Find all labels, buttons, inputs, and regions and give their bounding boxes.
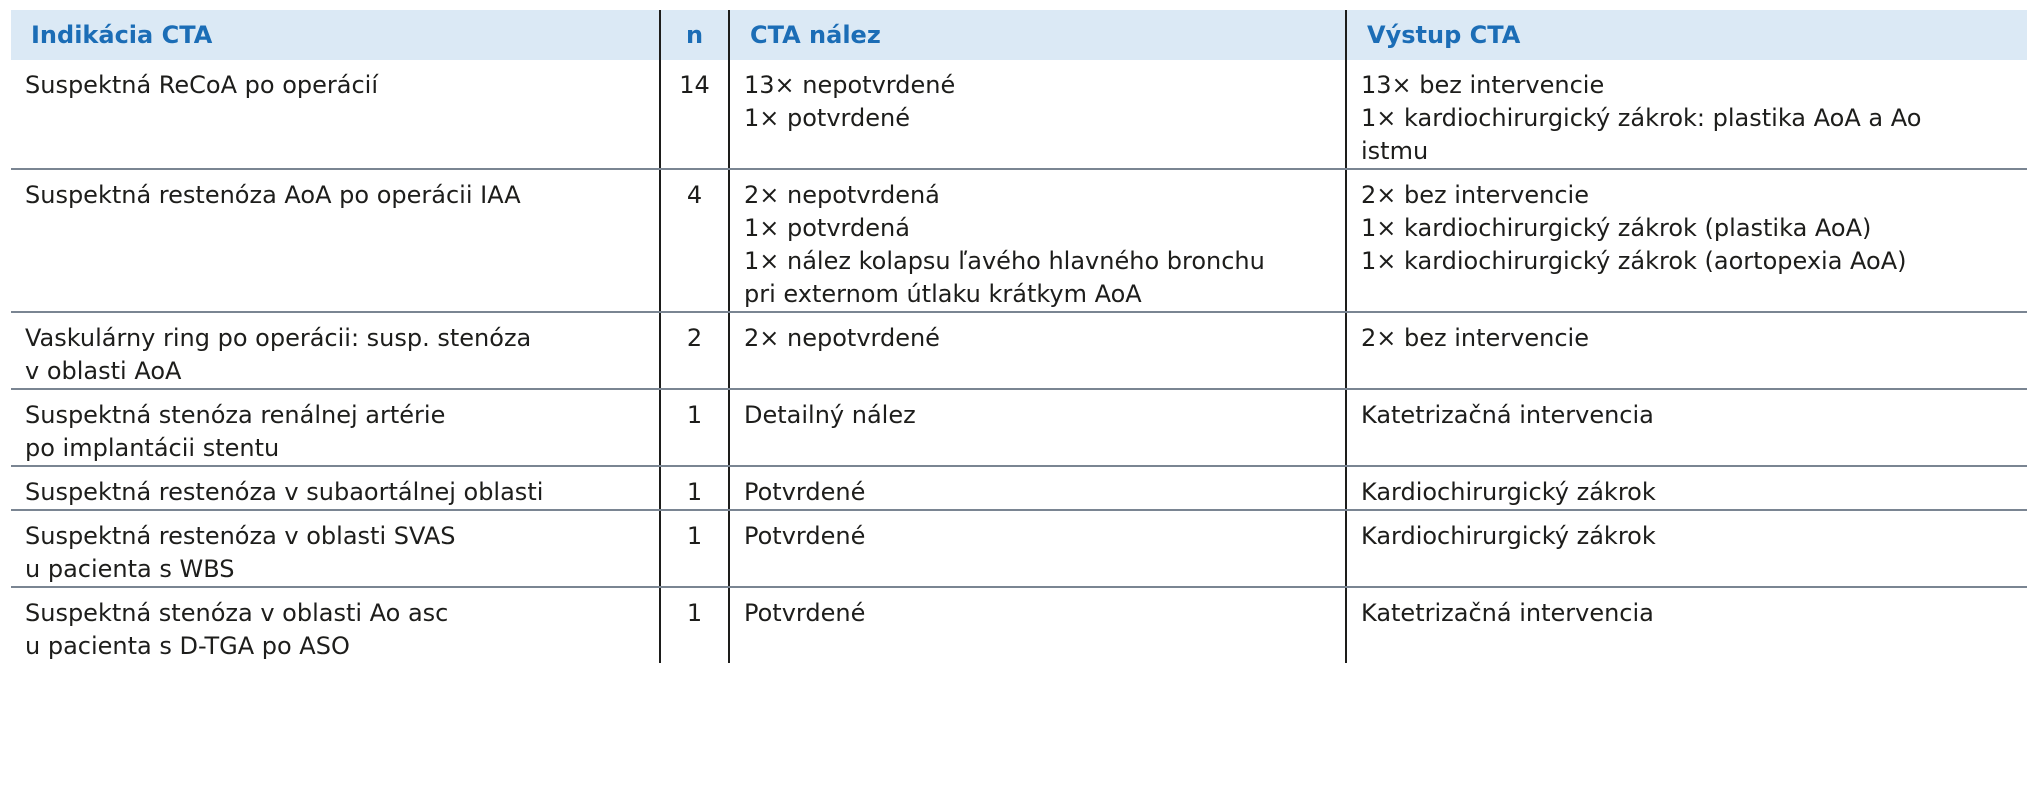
cell-n: 4 (660, 169, 729, 312)
cell-outcome-line: 2× bez intervencie (1361, 324, 1589, 352)
table-row (11, 60, 2027, 169)
cell-indication (11, 587, 660, 663)
cell-indication-line: po implantácii stentu (25, 434, 280, 462)
cell-finding-line: 1× potvrdená (744, 214, 910, 242)
cell-finding-line: Potvrdené (744, 478, 866, 506)
column-header-n: n (660, 10, 729, 60)
cell-outcome-line: 1× kardiochirurgický zákrok (aortopexia AoA) (1361, 247, 1907, 275)
cell-finding-line: Detailný nález (744, 401, 916, 429)
cell-finding-line: 2× nepotvrdené (744, 324, 940, 352)
cell-indication (11, 169, 660, 312)
table-body (11, 60, 2027, 663)
cell-outcome (1346, 169, 2027, 312)
table-container (11, 10, 2027, 663)
cell-n: 1 (660, 389, 729, 466)
column-header-outcome: Výstup CTA (1346, 10, 2027, 60)
column-header-indication: Indikácia CTA (11, 10, 660, 60)
cell-n: 1 (660, 466, 729, 510)
cell-finding (729, 169, 1346, 312)
table-row (11, 169, 2027, 312)
cta-table (11, 10, 2027, 663)
cell-outcome-line: Katetrizačná intervencia (1361, 401, 1654, 429)
cell-indication (11, 389, 660, 466)
table-header (11, 10, 2027, 60)
cell-indication (11, 60, 660, 169)
cell-outcome-line: 13× bez intervencie (1361, 71, 1605, 99)
cell-outcome-line: Kardiochirurgický zákrok (1361, 522, 1656, 550)
table-row (11, 510, 2027, 587)
cell-finding-line: 13× nepotvrdené (744, 71, 956, 99)
cell-outcome (1346, 510, 2027, 587)
cell-indication-line: v oblasti AoA (25, 357, 182, 385)
cell-outcome-line: Katetrizačná intervencia (1361, 599, 1654, 627)
cell-indication-line: Suspektná stenóza renálnej artérie (25, 401, 446, 429)
cell-finding-line: 2× nepotvrdená (744, 181, 940, 209)
cell-finding (729, 510, 1346, 587)
cell-finding-line: Potvrdené (744, 599, 866, 627)
cell-outcome (1346, 466, 2027, 510)
cell-outcome (1346, 60, 2027, 169)
cell-finding-line: Potvrdené (744, 522, 866, 550)
cell-indication-line: Vaskulárny ring po operácii: susp. stenóza (25, 324, 532, 352)
cell-indication-line: u pacienta s D-TGA po ASO (25, 632, 350, 660)
cell-n: 14 (660, 60, 729, 169)
cell-indication (11, 466, 660, 510)
cell-finding (729, 60, 1346, 169)
cell-outcome (1346, 587, 2027, 663)
cell-outcome-line: istmu (1361, 137, 1429, 165)
cell-indication (11, 510, 660, 587)
cell-n: 1 (660, 587, 729, 663)
cell-outcome-line: 1× kardiochirurgický zákrok (plastika AoA) (1361, 214, 1872, 242)
cell-outcome (1346, 312, 2027, 389)
cell-outcome-line: 1× kardiochirurgický zákrok: plastika AoA a Ao (1361, 104, 1922, 132)
header-row (11, 10, 2027, 60)
cell-finding-line: 1× nález kolapsu ľavého hlavného bronchu (744, 247, 1265, 275)
cell-finding (729, 587, 1346, 663)
cell-indication-line: Suspektná restenóza AoA po operácii IAA (25, 181, 521, 209)
table-row (11, 587, 2027, 663)
cell-finding-line: pri externom útlaku krátkym AoA (744, 280, 1142, 308)
cell-finding-line: 1× potvrdené (744, 104, 910, 132)
cell-indication-line: u pacienta s WBS (25, 555, 235, 583)
cell-indication-line: Suspektná stenóza v oblasti Ao asc (25, 599, 449, 627)
cell-outcome-line: 2× bez intervencie (1361, 181, 1589, 209)
cell-n: 1 (660, 510, 729, 587)
cell-finding (729, 312, 1346, 389)
cell-indication-line: Suspektná restenóza v oblasti SVAS (25, 522, 456, 550)
column-header-finding: CTA nález (729, 10, 1346, 60)
table-row (11, 466, 2027, 510)
cell-indication-line: Suspektná restenóza v subaortálnej oblasti (25, 478, 544, 506)
cell-indication (11, 312, 660, 389)
cell-outcome (1346, 389, 2027, 466)
cell-indication-line: Suspektná ReCoA po operácií (25, 71, 378, 99)
cell-finding (729, 466, 1346, 510)
table-row (11, 312, 2027, 389)
cell-finding (729, 389, 1346, 466)
cell-outcome-line: Kardiochirurgický zákrok (1361, 478, 1656, 506)
table-row (11, 389, 2027, 466)
cell-n: 2 (660, 312, 729, 389)
